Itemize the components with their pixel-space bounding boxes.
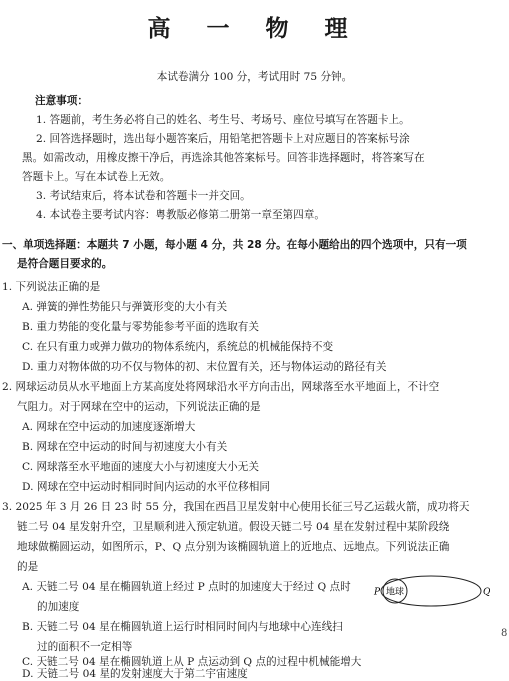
p-label: P bbox=[374, 587, 381, 598]
q2-option-c: C. 网球落至水平地面的速度大小与初速度大小无关 bbox=[22, 461, 259, 473]
notes-line-1: 1. 答题前，考生务必将自己的姓名、考生号、考场号、座位号填写在答题卡上。 bbox=[36, 114, 410, 126]
q2-stem-2: 气阻力。对于网球在空中的运动，下列说法正确的是 bbox=[17, 401, 261, 413]
q3-option-d: D. 天链二号 04 星的发射速度大于第二宇宙速度 bbox=[22, 668, 248, 680]
notes-line-4: 答题卡上。写在本试卷上无效。 bbox=[22, 171, 171, 183]
q1-option-a: A. 弹簧的弹性势能只与弹簧形变的大小有关 bbox=[22, 301, 228, 313]
page-edge-mark: 8 bbox=[501, 628, 508, 639]
q3-option-b: B. 天链二号 04 星在椭圆轨道上运行时相同时间内与地球中心连线扫 bbox=[22, 621, 343, 633]
orbit-figure bbox=[372, 571, 490, 611]
q3-stem-2: 链二号 04 星发射升空，卫星顺利进入预定轨道。假设天链二号 04 星在发射过程中某阶段绕 bbox=[17, 521, 450, 533]
notes-heading: 注意事项： bbox=[35, 95, 88, 107]
orbit-diagram bbox=[372, 571, 490, 611]
q2-option-a: A. 网球在空中运动的加速度逐渐增大 bbox=[22, 421, 196, 433]
q3-stem-3: 地球做椭圆运动，如图所示，P、Q 点分别为该椭圆轨道上的近地点、远地点。下列说法正确 bbox=[17, 541, 450, 553]
q3-option-a-cont: 的加速度 bbox=[37, 601, 80, 613]
section-heading-cont: 是符合题目要求的。 bbox=[17, 258, 113, 270]
q3-option-c: C. 天链二号 04 星在椭圆轨道上从 P 点运动到 Q 点的过程中机械能增大 bbox=[22, 656, 362, 668]
q-label: Q bbox=[483, 587, 490, 598]
q3-option-b-cont: 过的面积不一定相等 bbox=[37, 641, 133, 653]
q2-option-b: B. 网球在空中运动的时间与初速度大小有关 bbox=[22, 441, 228, 453]
q1-option-b: B. 重力势能的变化量与零势能参考平面的选取有关 bbox=[22, 321, 259, 333]
q1-option-d: D. 重力对物体做的功不仅与物体的初、末位置有关，还与物体运动的路径有关 bbox=[22, 361, 387, 373]
q3-option-a: A. 天链二号 04 星在椭圆轨道上经过 P 点时的加速度大于经过 Q 点时 bbox=[22, 581, 351, 593]
notes-line-5: 3. 考试结束后，将本试卷和答题卡一并交回。 bbox=[36, 190, 251, 202]
notes-line-3: 黑。如需改动，用橡皮擦干净后，再选涂其他答案标号。回答非选择题时，将答案写在 bbox=[22, 152, 425, 164]
section-heading: 一、单项选择题：本题共 7 小题，每小题 4 分，共 28 分。在每小题给出的四个选项中，只有一项 bbox=[2, 239, 467, 251]
q1-option-c: C. 在只有重力或弹力做功的物体系统内，系统总的机械能保持不变 bbox=[22, 341, 334, 353]
notes-line-6: 4. 本试卷主要考试内容：粤教版必修第二册第一章至第四章。 bbox=[36, 209, 325, 221]
notes-line-2: 2. 回答选择题时，选出每小题答案后，用铅笔把答题卡上对应题目的答案标号涂 bbox=[36, 133, 410, 145]
earth-label: 地球 bbox=[385, 587, 405, 598]
q3-stem-4: 的是 bbox=[17, 561, 39, 573]
q2-option-d: D. 网球在空中运动时相同时间内运动的水平位移相同 bbox=[22, 481, 270, 493]
page-subtitle: 本试卷满分 100 分，考试用时 75 分钟。 bbox=[156, 71, 353, 83]
page-title: 高 一 物 理 bbox=[147, 16, 362, 42]
q1-stem: 1. 下列说法正确的是 bbox=[2, 281, 101, 293]
q2-stem-1: 2. 网球运动员从水平地面上方某高度处将网球沿水平方向击出，网球落至水平地面上，不计空 bbox=[2, 381, 440, 393]
q3-stem-1: 3. 2025 年 3 月 26 日 23 时 55 分，我国在西昌卫星发射中心使用长征三号乙运载火箭，成功将天 bbox=[2, 501, 470, 513]
